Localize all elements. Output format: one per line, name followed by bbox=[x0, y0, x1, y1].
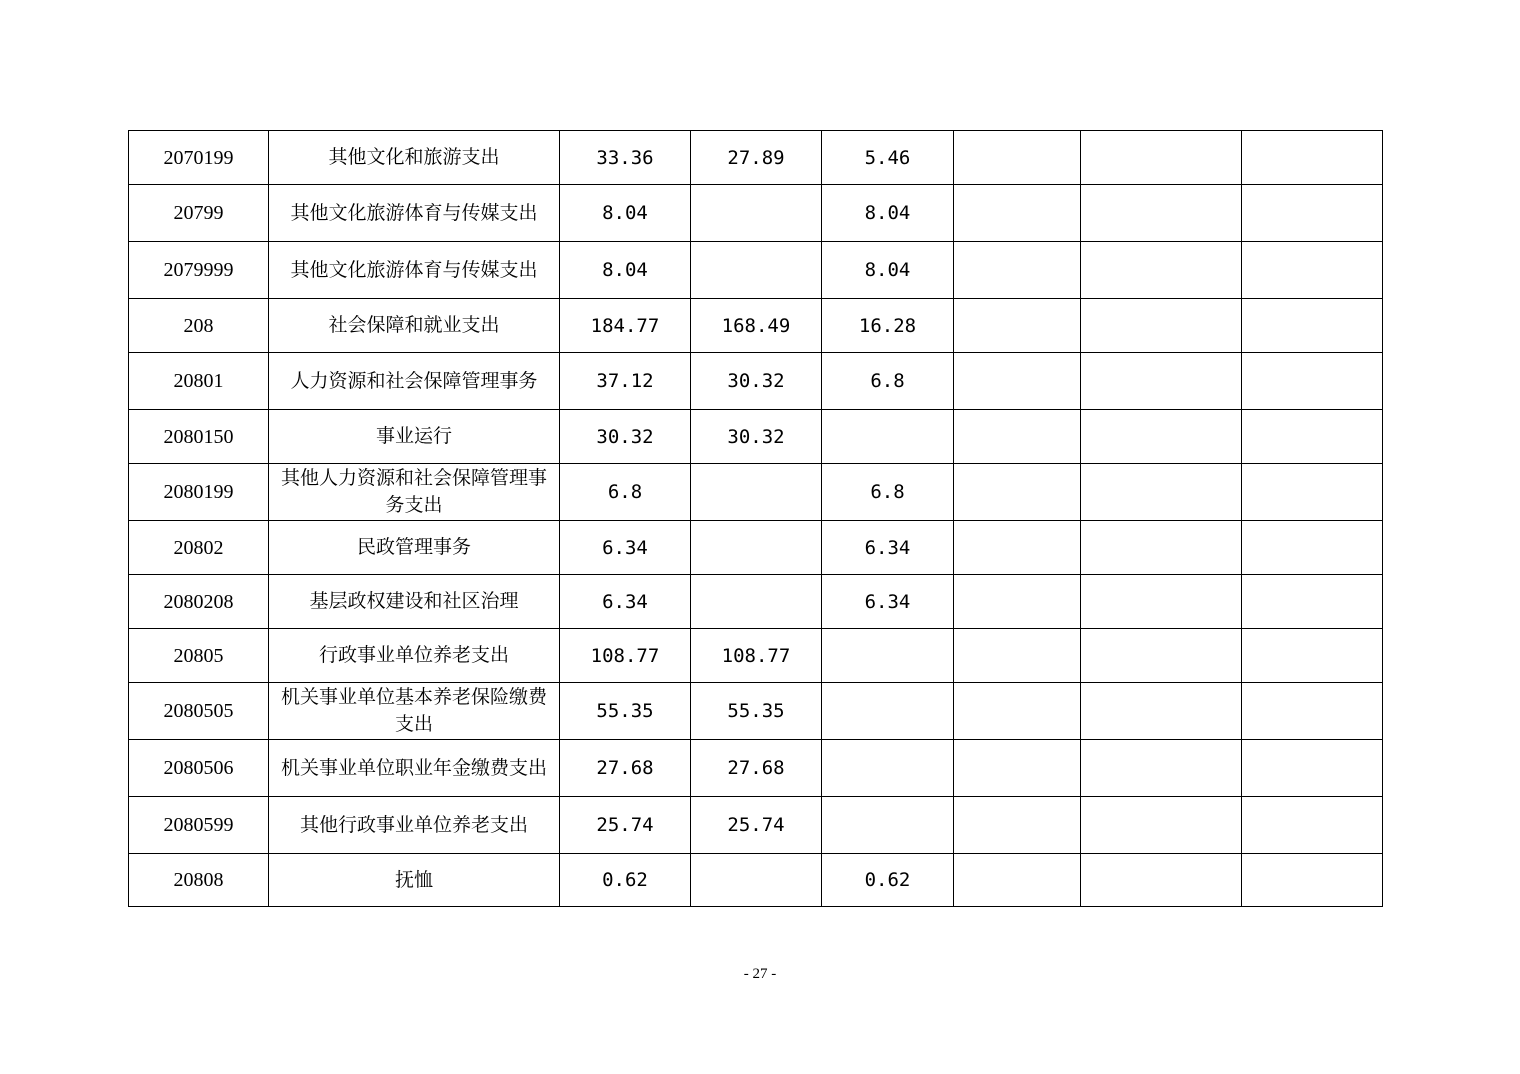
cell-code: 20799 bbox=[129, 185, 269, 242]
cell-code: 2080199 bbox=[129, 464, 269, 521]
cell-basic bbox=[691, 464, 822, 521]
cell-item-name: 其他行政事业单位养老支出 bbox=[269, 797, 560, 854]
cell-total: 184.77 bbox=[560, 299, 691, 353]
cell-item-name: 其他文化旅游体育与传媒支出 bbox=[269, 242, 560, 299]
cell-col6 bbox=[954, 131, 1081, 185]
table-row bbox=[129, 629, 1383, 683]
cell-code: 20805 bbox=[129, 629, 269, 683]
cell-basic: 168.49 bbox=[691, 299, 822, 353]
cell-col8 bbox=[1242, 683, 1383, 740]
cell-project bbox=[822, 629, 954, 683]
cell-basic bbox=[691, 242, 822, 299]
cell-project: 5.46 bbox=[822, 131, 954, 185]
cell-total: 55.35 bbox=[560, 683, 691, 740]
cell-basic: 27.89 bbox=[691, 131, 822, 185]
cell-col7 bbox=[1081, 797, 1242, 854]
cell-basic: 27.68 bbox=[691, 740, 822, 797]
cell-project: 8.04 bbox=[822, 185, 954, 242]
cell-code: 2080506 bbox=[129, 740, 269, 797]
cell-item-name: 事业运行 bbox=[269, 410, 560, 464]
cell-col6 bbox=[954, 521, 1081, 575]
cell-total: 8.04 bbox=[560, 242, 691, 299]
table-row bbox=[129, 299, 1383, 353]
cell-total: 30.32 bbox=[560, 410, 691, 464]
cell-col8 bbox=[1242, 464, 1383, 521]
table-row bbox=[129, 797, 1383, 854]
cell-code: 2080505 bbox=[129, 683, 269, 740]
cell-col8 bbox=[1242, 410, 1383, 464]
cell-col6 bbox=[954, 410, 1081, 464]
table-row bbox=[129, 683, 1383, 740]
cell-col7 bbox=[1081, 740, 1242, 797]
cell-code: 20802 bbox=[129, 521, 269, 575]
cell-basic: 30.32 bbox=[691, 353, 822, 410]
table-row bbox=[129, 740, 1383, 797]
table-row bbox=[129, 854, 1383, 907]
budget-table bbox=[128, 130, 1383, 907]
table-row bbox=[129, 242, 1383, 299]
cell-item-name: 机关事业单位职业年金缴费支出 bbox=[269, 740, 560, 797]
cell-project: 6.8 bbox=[822, 353, 954, 410]
cell-code: 208 bbox=[129, 299, 269, 353]
table-row bbox=[129, 575, 1383, 629]
cell-col7 bbox=[1081, 683, 1242, 740]
cell-basic: 25.74 bbox=[691, 797, 822, 854]
cell-col6 bbox=[954, 854, 1081, 907]
cell-item-name: 其他文化和旅游支出 bbox=[269, 131, 560, 185]
cell-col6 bbox=[954, 353, 1081, 410]
cell-total: 33.36 bbox=[560, 131, 691, 185]
cell-col7 bbox=[1081, 521, 1242, 575]
cell-project: 6.8 bbox=[822, 464, 954, 521]
cell-code: 2079999 bbox=[129, 242, 269, 299]
cell-col8 bbox=[1242, 185, 1383, 242]
cell-item-name: 其他人力资源和社会保障管理事务支出 bbox=[269, 464, 560, 521]
table-row bbox=[129, 521, 1383, 575]
cell-col6 bbox=[954, 299, 1081, 353]
cell-total: 27.68 bbox=[560, 740, 691, 797]
cell-col6 bbox=[954, 629, 1081, 683]
cell-col8 bbox=[1242, 575, 1383, 629]
cell-project: 8.04 bbox=[822, 242, 954, 299]
cell-code: 2080599 bbox=[129, 797, 269, 854]
cell-col7 bbox=[1081, 410, 1242, 464]
cell-col7 bbox=[1081, 353, 1242, 410]
cell-col6 bbox=[954, 740, 1081, 797]
cell-code: 2080150 bbox=[129, 410, 269, 464]
cell-col7 bbox=[1081, 185, 1242, 242]
cell-col7 bbox=[1081, 464, 1242, 521]
cell-basic bbox=[691, 521, 822, 575]
cell-item-name: 社会保障和就业支出 bbox=[269, 299, 560, 353]
table-row bbox=[129, 131, 1383, 185]
cell-item-name: 抚恤 bbox=[269, 854, 560, 907]
cell-code: 20801 bbox=[129, 353, 269, 410]
cell-item-name: 民政管理事务 bbox=[269, 521, 560, 575]
cell-basic bbox=[691, 575, 822, 629]
cell-total: 0.62 bbox=[560, 854, 691, 907]
cell-item-name: 基层政权建设和社区治理 bbox=[269, 575, 560, 629]
cell-project: 6.34 bbox=[822, 575, 954, 629]
cell-col6 bbox=[954, 575, 1081, 629]
cell-code: 20808 bbox=[129, 854, 269, 907]
cell-code: 2080208 bbox=[129, 575, 269, 629]
cell-project: 6.34 bbox=[822, 521, 954, 575]
cell-basic: 30.32 bbox=[691, 410, 822, 464]
cell-project bbox=[822, 797, 954, 854]
cell-basic: 55.35 bbox=[691, 683, 822, 740]
cell-item-name: 其他文化旅游体育与传媒支出 bbox=[269, 185, 560, 242]
cell-project: 16.28 bbox=[822, 299, 954, 353]
cell-total: 37.12 bbox=[560, 353, 691, 410]
cell-item-name: 机关事业单位基本养老保险缴费支出 bbox=[269, 683, 560, 740]
cell-item-name: 行政事业单位养老支出 bbox=[269, 629, 560, 683]
cell-project: 0.62 bbox=[822, 854, 954, 907]
cell-col7 bbox=[1081, 854, 1242, 907]
cell-total: 6.34 bbox=[560, 521, 691, 575]
cell-col7 bbox=[1081, 242, 1242, 299]
cell-col6 bbox=[954, 797, 1081, 854]
table-body bbox=[129, 131, 1383, 907]
cell-project bbox=[822, 683, 954, 740]
cell-col8 bbox=[1242, 131, 1383, 185]
cell-item-name: 人力资源和社会保障管理事务 bbox=[269, 353, 560, 410]
cell-project bbox=[822, 410, 954, 464]
cell-total: 6.8 bbox=[560, 464, 691, 521]
table-row bbox=[129, 410, 1383, 464]
cell-col8 bbox=[1242, 740, 1383, 797]
cell-total: 6.34 bbox=[560, 575, 691, 629]
cell-code: 2070199 bbox=[129, 131, 269, 185]
cell-basic: 108.77 bbox=[691, 629, 822, 683]
cell-col8 bbox=[1242, 242, 1383, 299]
cell-col8 bbox=[1242, 854, 1383, 907]
cell-project bbox=[822, 740, 954, 797]
cell-col6 bbox=[954, 683, 1081, 740]
cell-total: 108.77 bbox=[560, 629, 691, 683]
cell-col8 bbox=[1242, 521, 1383, 575]
cell-col7 bbox=[1081, 629, 1242, 683]
cell-basic bbox=[691, 854, 822, 907]
cell-col8 bbox=[1242, 299, 1383, 353]
table-row bbox=[129, 185, 1383, 242]
cell-total: 8.04 bbox=[560, 185, 691, 242]
cell-col7 bbox=[1081, 575, 1242, 629]
cell-col6 bbox=[954, 464, 1081, 521]
cell-col8 bbox=[1242, 797, 1383, 854]
page-number: - 27 - bbox=[743, 966, 777, 982]
cell-col7 bbox=[1081, 299, 1242, 353]
table-row bbox=[129, 353, 1383, 410]
cell-total: 25.74 bbox=[560, 797, 691, 854]
cell-col6 bbox=[954, 185, 1081, 242]
cell-basic bbox=[691, 185, 822, 242]
cell-col6 bbox=[954, 242, 1081, 299]
cell-col8 bbox=[1242, 629, 1383, 683]
table-row bbox=[129, 464, 1383, 521]
cell-col8 bbox=[1242, 353, 1383, 410]
cell-col7 bbox=[1081, 131, 1242, 185]
